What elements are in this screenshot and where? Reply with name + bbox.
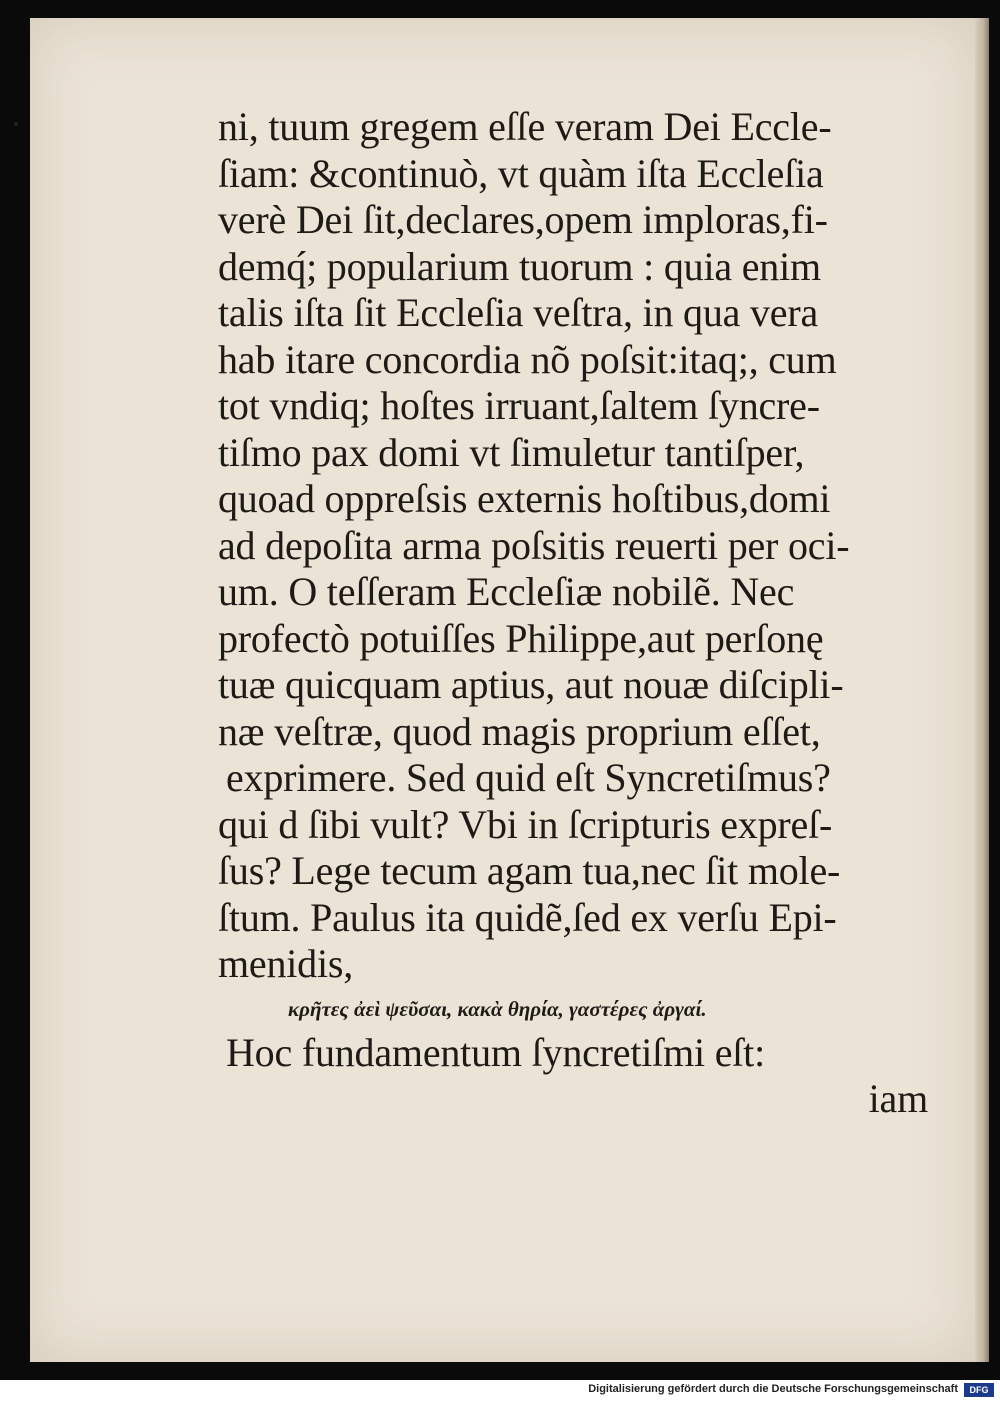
greek-quotation: κρῆτες ἀεὶ ψεῦσαι, κακὰ θηρία, γαστέρες ἀργαί. (288, 996, 707, 1021)
text-line: Hoc fundamentum ſyncretiſmi eſt: (226, 1029, 766, 1075)
text-line: um. O teſſeram Eccleſiæ nobilẽ. Nec (218, 569, 795, 614)
funding-credit: Digitalisierung gefördert durch die Deutsche Forschungsgemeinschaft (588, 1383, 958, 1395)
text-line: profectò potuiſſes Philippe,aut perſonę (218, 615, 824, 661)
ink-speck (14, 122, 18, 126)
text-line: tot vndiq; hoſtes irruant,ſaltem ſyncre- (218, 383, 820, 428)
text-line: exprimere. Sed quid eſt Syncretiſmus? (226, 755, 831, 800)
text-line: ni, tuum gregem eſſe veram Dei Eccle- (218, 104, 832, 149)
text-line: ſtum. Paulus ita quidẽ,ſed ex verſu Epi- (218, 894, 837, 940)
text-line: tuæ quicquam aptius, aut nouæ diſcipli- (218, 662, 844, 707)
text-line: menidis, (218, 941, 354, 986)
text-line: qui d ſibi vult? Vbi in ſcripturis expreſ- (218, 801, 833, 847)
text-line: næ veſtræ, quod magis proprium eſſet, (218, 708, 821, 754)
text-line: tiſmo pax domi vt ſimuletur tantiſper, (218, 429, 805, 475)
text-line: verè Dei ſit,declares,opem imploras,fi- (218, 197, 828, 242)
text-line: ad depoſita arma poſsitis reuerti per oci- (218, 522, 850, 568)
page-text (218, 104, 930, 1123)
dfg-logo: DFG (964, 1383, 994, 1397)
text-line: demq́; popularium tuorum : quia enim (218, 243, 821, 289)
catchword: iam (868, 1076, 928, 1121)
footer-bar (0, 1380, 1000, 1401)
text-line: quoad oppreſsis externis hoſtibus,domi (218, 476, 831, 521)
text-line: talis iſta ſit Eccleſia veſtra, in qua vera (218, 290, 819, 335)
text-line: ſiam: &continuò, vt quàm iſta Eccleſia (218, 150, 824, 196)
text-line: ſus? Lege tecum agam tua,nec ſit mole- (218, 848, 841, 893)
text-line: hab itare concordia nõ poſsit:itaq;, cum (218, 336, 837, 382)
page-edge (975, 18, 989, 1362)
